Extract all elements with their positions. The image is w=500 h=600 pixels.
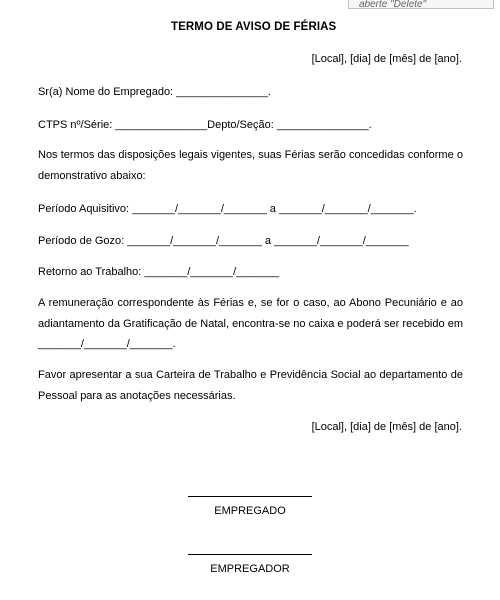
document-title: TERMO DE AVISO DE FÉRIAS xyxy=(171,21,337,33)
ctps-line: CTPS nº/Série: _______________Depto/Seção: _______________. xyxy=(38,119,372,131)
employer-signature-label: EMPREGADOR xyxy=(210,563,290,575)
favor-paragraph: Favor apresentar a sua Carteira de Trabalho e Previdência Social ao departamento de Pessoal para as anotações necessárias. xyxy=(38,369,463,402)
periodo-gozo-line: Período de Gozo: _______/_______/_______ a _______/_______/_______ xyxy=(38,235,409,247)
overlay-hint-text: aberte "Delete" xyxy=(359,0,427,9)
periodo-aquisitivo-line: Período Aquisitivo: _______/_______/_______ a _______/_______/_______. xyxy=(38,203,417,215)
place-date-bottom: [Local], [dia] de [mês] de [ano]. xyxy=(311,421,462,433)
remuneracao-paragraph: A remuneração correspondente às Férias e, se for o caso, ao Abono Pecuniário e ao adiantamento da Gratificação de Natal, encontra-se no caixa e poderá ser recebido em _______/_______/_______. xyxy=(38,297,463,350)
retorno-trabalho-line: Retorno ao Trabalho: _______/_______/_______ xyxy=(38,266,279,278)
intro-paragraph: Nos termos das disposições legais vigentes, suas Férias serão concedidas conforme o demonstrativo abaixo: xyxy=(38,149,463,182)
employee-name-line: Sr(a) Nome do Empregado: _______________. xyxy=(38,86,271,98)
employee-signature-label: EMPREGADO xyxy=(214,505,286,517)
employer-signature-line xyxy=(188,554,312,555)
employee-signature-line xyxy=(188,496,312,497)
place-date-top: [Local], [dia] de [mês] de [ano]. xyxy=(311,53,462,65)
